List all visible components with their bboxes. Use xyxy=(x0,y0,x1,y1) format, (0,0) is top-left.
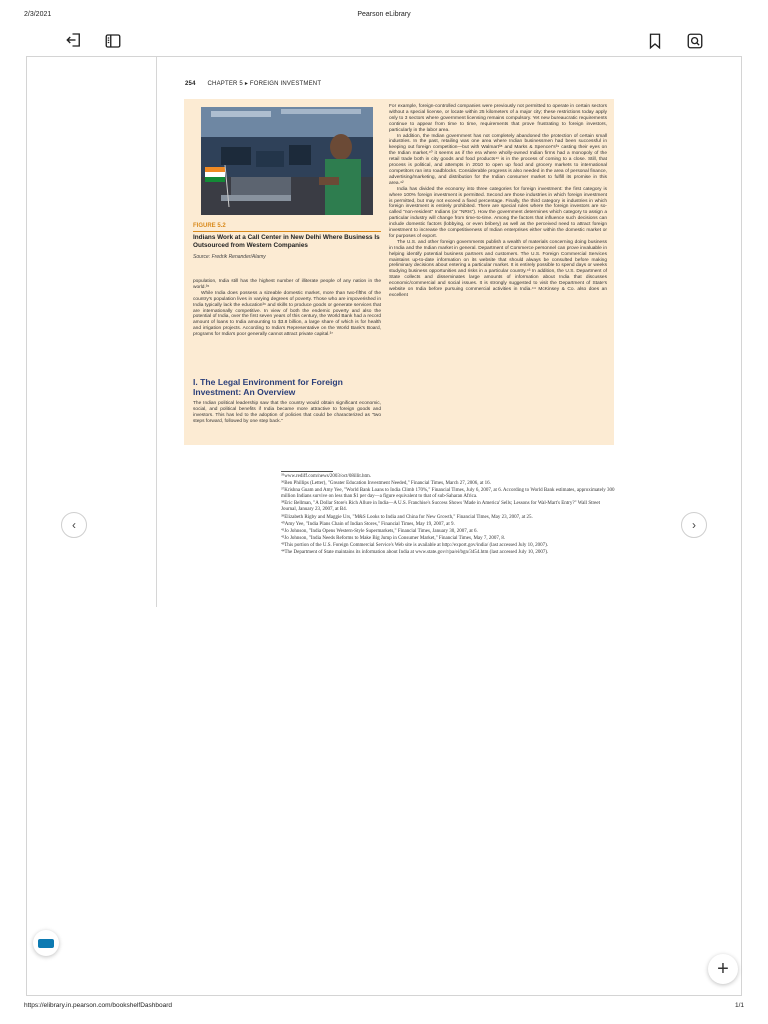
footer-url: https://elibrary.in.pearson.com/bookshelfDashboard xyxy=(24,1002,173,1009)
footnote: ⁴²Jo Johnson, "India Needs Reforms to Make Big Jump in Consumer Market," Financial Times, May 7, 2007, 8. xyxy=(281,535,506,541)
paragraph: In addition, the Indian government has not completely abandoned the protection of certain small industries. In the past, retailing was one area where Indian businessmen had been successful in keeping out foreign competition—but with Walmart³⁸ and Marks & Spencer's³⁹ casting their eyes on the Indian market,⁴⁰ it seems as if the era where wholly-owned Indian firms had a monopoly of the retail trade both in city goods and food products⁴¹ is in the process of coming to a close. Still, that process is political, and attempts in 2010 to open up food and grocery markets to international competitors ran into roadblocks. Considerable progress is also needed in the area of personal finance, advertising/marketing, and distribution for the Indian consumer market to fulfill its promise in this area.⁴² xyxy=(389,133,607,186)
left-column-bottom xyxy=(193,401,381,425)
footnotes xyxy=(281,471,615,557)
footnote: ³⁶Ben Phillips (Letter), "Greater Education Investment Needed," Financial Times, March 27, 2006, at 16. xyxy=(281,481,491,487)
paragraph: While India does possess a sizeable domestic market, more than two-fifths of the country's population lives in varying degrees of poverty. Those who are impoverished in India typically lack the education³⁶ and skills to produce goods or generate services that are internationally competitive. In view of both the endemic poverty and also the potential of India, over the first seven years of this century, the World Bank had a record amount of loans to India amounting to $3.8 billion, a large share of which is for health and irrigation projects. According to India's Representative on the World Bank's Board, programs for India's poor generally cannot attract private capital.³⁷ xyxy=(193,290,381,338)
exit-icon[interactable] xyxy=(64,30,84,50)
previous-page-button[interactable] xyxy=(61,512,87,538)
footnote: ³⁸Eric Bellman, "A Dollar Store's Rich Allure in India—A U.S. Franchise's Success Shows 'Made in America' Sells; Lessons for Wal-Mart's Entry?" Wall Street Journal, January 23, 2007, at B4. xyxy=(281,501,600,513)
footnote: ⁴⁰Amy Yee, "India Plans Chain of Indian Stores," Financial Times, May 19, 2007, at 9. xyxy=(281,521,455,527)
paragraph: For example, foreign-controlled companies were previously not permitted to operate in certain sectors without a special license, or locate within 25 kilometers of a major city; these restrictions today apply only to 3 sectors where government licensing remains compulsory. Yet new bureaucratic requirements continue to appear from time to time, requirements that prove frustrating to foreign investors, particularly in the labor area. xyxy=(389,104,607,133)
notes-icon xyxy=(38,939,54,948)
print-date: 2/3/2021 xyxy=(24,11,52,18)
right-column xyxy=(389,104,607,299)
running-head xyxy=(185,80,321,87)
figure-label: FIGURE 5.2 xyxy=(193,223,226,229)
paragraph: The Indian political leadership saw that the country would obtain significant economic, social, and political benefits if India became more attractive to foreign goods and investors. This has led to the adoption of policies that could be characterized as "two steps forward, followed by one step back." xyxy=(193,401,381,424)
figure-rule xyxy=(193,231,381,232)
footnote: ⁴³This portion of the U.S. Foreign Commercial Service's Web site is available at http://export.gov/india/ (last accessed July 10, 2007). xyxy=(281,542,549,548)
print-header xyxy=(0,10,768,22)
section-heading: I. The Legal Environment for Foreign Investment: An Overview xyxy=(193,377,343,397)
footnote: ³⁹Elizabeth Rigby and Maggie Urs, "M&S Looks to India and China for New Growth," Financial Times, May 23, 2007, at 25. xyxy=(281,514,533,520)
footnote: ⁴¹Jo Johnson, "India Opens Western-Style Supermarkets," Financial Times, January 30, 2007, at 6. xyxy=(281,528,478,534)
document-viewer[interactable] xyxy=(26,56,742,996)
book-page xyxy=(157,57,617,607)
add-button[interactable] xyxy=(708,954,738,984)
sidebar-toggle-icon[interactable] xyxy=(103,31,123,51)
next-page-button[interactable] xyxy=(681,512,707,538)
notes-fab-button[interactable] xyxy=(33,930,59,956)
footnote: ³⁵www.rediff.com/news/2003/oct/08illit.htm. xyxy=(281,474,372,479)
footnote: ⁴⁴The Department of State maintains its information about India at www.state.gov/r/pa/ei/bgn/3454.htm (last accessed July 10, 2007). xyxy=(281,550,549,556)
chapter-title: CHAPTER 5 ▸ FOREIGN INVESTMENT xyxy=(207,81,322,87)
figure-title: Indians Work at a Call Center in New Delhi Where Business Is Outsourced from Western Companies xyxy=(193,234,380,249)
figure-source: Source: Fredrik Renander/Alamy xyxy=(193,254,266,260)
search-icon[interactable] xyxy=(685,31,705,51)
plus-icon: + xyxy=(717,957,729,980)
footer-page-count: 1/1 xyxy=(734,1002,744,1009)
bookmark-icon[interactable] xyxy=(645,31,665,51)
left-column-top xyxy=(193,279,381,338)
call-center-photo xyxy=(201,107,373,215)
paragraph: population, India still has the highest number of illiterate people of any nation in the world.³⁵ xyxy=(193,279,381,290)
page-number: 254 xyxy=(185,81,196,87)
footnote: ³⁷Krishna Guam and Amy Yee, "World Bank Loans to India Climb 170%," Financial Times, July 6, 2007, at 6. According to World Bank estimates, approximately 300 million Indians survive on less than $1 per day—a figure equivalent to that of sub-Saharan Africa. xyxy=(281,488,615,500)
paragraph: The U.S. and other foreign governments publish a wealth of materials concerning doing business in India and the Indian market in general. Department of Commerce personnel can prove invaluable in helping identify potential business partners and customers. The U.S. Foreign Commercial Services maintains up-to-date information on its website that should always be consulted before making preliminary decisions about entering a particular market. It is entirely possible to spend days or weeks studying business opportunities and risks in a particular country.⁴³ In addition, the U.S. Department of State collects and disseminates large amounts of information about India that discusses economic/commercial and social issues. It is strongly suggested to visit the Department of State's website on India before pursuing commercial activities in India.⁴⁴ McKinsey & Co. also does an excellent xyxy=(389,239,607,298)
footnote-rule xyxy=(281,471,333,472)
chevron-right-icon: › xyxy=(692,518,696,532)
paragraph: India has divided the economy into three categories for foreign investment: the first category is where 100% foreign investment is permitted. Second are those industries in which foreign investment is permitted, but may not exceed a fixed percentage. Finally, the third category is industries in which foreign investment is entirely prohibited. There are special rules where the foreign investors are so-called "non-resident" Indians (or "NRIs"). How the government determines which category to assign a particular industry will change from time-to-time. Among the factors that influence such decisions can include domestic factors (lobbying, or even bribery) as well as the perceived need to attract foreign investment to increase the competitiveness of Indian enterprises either within the domestic market or for purposes of export. xyxy=(389,186,607,239)
print-title: Pearson eLibrary xyxy=(357,11,411,18)
chevron-left-icon: ‹ xyxy=(72,518,76,532)
